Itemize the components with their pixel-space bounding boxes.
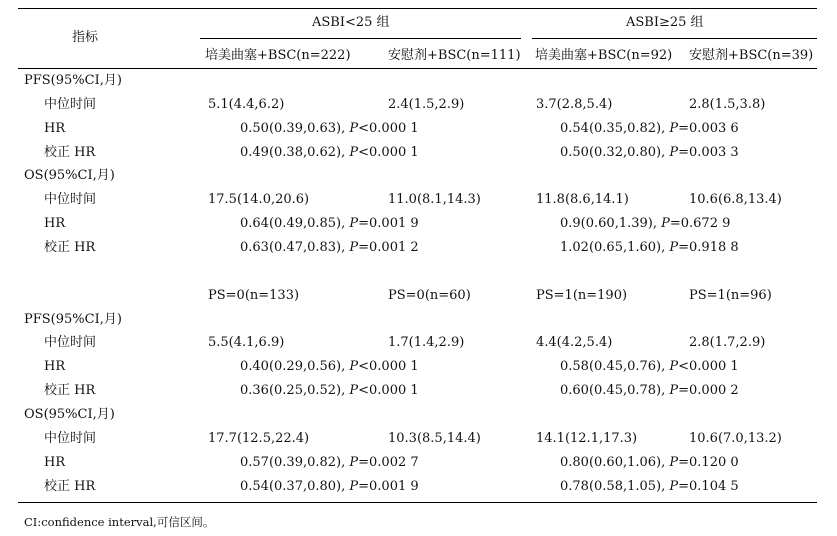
pfs-hr-label: HR — [44, 121, 66, 136]
table-cell: 3.7(2.8,5.4) — [536, 97, 613, 112]
table-cell: 0.63(0.47,0.83), P=0.001 2 — [240, 240, 419, 255]
pfs-adj-label: 校正 HR — [44, 145, 96, 160]
col-header-4: 安慰剂+BSC(n=39) — [689, 48, 814, 63]
table-cell: 0.58(0.45,0.76), P<0.000 1 — [560, 359, 739, 374]
pfs-median-label: 中位时间 — [44, 97, 97, 112]
os-hr-label: HR — [44, 455, 66, 470]
table-cell: 0.60(0.45,0.78), P=0.000 2 — [560, 383, 739, 398]
table-cell: 0.50(0.39,0.63), P<0.000 1 — [240, 121, 419, 136]
col-header-3: 培美曲塞+BSC(n=92) — [535, 48, 673, 63]
table-cell: 0.57(0.39,0.82), P=0.002 7 — [240, 455, 419, 470]
group1-rule — [200, 38, 521, 39]
pfs-median-label: 中位时间 — [44, 335, 97, 350]
table-cell: 0.50(0.32,0.80), P=0.003 3 — [560, 145, 739, 160]
pfs-title: PFS(95%CI,月) — [24, 73, 122, 88]
os-median-label: 中位时间 — [44, 192, 97, 207]
table-cell: 0.78(0.58,1.05), P=0.104 5 — [560, 479, 739, 494]
table-cell: 0.64(0.49,0.85), P=0.001 9 — [240, 216, 419, 231]
table-cell: 0.80(0.60,1.06), P=0.120 0 — [560, 455, 739, 470]
pfs-title: PFS(95%CI,月) — [24, 312, 122, 327]
group2-rule — [532, 38, 817, 39]
col-header-1: 培美曲塞+BSC(n=222) — [205, 48, 351, 63]
table-cell: 1.02(0.65,1.60), P=0.918 8 — [560, 240, 739, 255]
ps-header-3: PS=1(n=190) — [536, 288, 628, 303]
table-cell: 10.6(7.0,13.2) — [689, 431, 782, 446]
table-cell: 17.5(14.0,20.6) — [208, 192, 310, 207]
table-cell: 5.5(4.1,6.9) — [208, 335, 285, 350]
footnote: CI:confidence interval,可信区间。 — [24, 515, 215, 529]
os-title: OS(95%CI,月) — [24, 407, 115, 422]
bottom-rule — [18, 502, 817, 503]
pfs-adj-label: 校正 HR — [44, 383, 96, 398]
os-median-label: 中位时间 — [44, 431, 97, 446]
table-cell: 0.9(0.60,1.39), P=0.672 9 — [560, 216, 731, 231]
table-cell: 17.7(12.5,22.4) — [208, 431, 310, 446]
table-cell: 2.4(1.5,2.9) — [388, 97, 465, 112]
group1-header: ASBI<25 组 — [312, 15, 390, 30]
indicator-header: 指标 — [72, 30, 99, 45]
table-cell: 0.36(0.25,0.52), P<0.000 1 — [240, 383, 419, 398]
table-cell: 10.3(8.5,14.4) — [388, 431, 481, 446]
table-cell: 4.4(4.2,5.4) — [536, 335, 613, 350]
group2-header: ASBI≥25 组 — [626, 15, 704, 30]
table-cell: 0.54(0.35,0.82), P=0.003 6 — [560, 121, 739, 136]
col-header-2: 安慰剂+BSC(n=111) — [388, 48, 521, 63]
top-rule — [18, 8, 817, 9]
os-hr-label: HR — [44, 216, 66, 231]
header-rule — [18, 68, 817, 69]
table-cell: 5.1(4.4,6.2) — [208, 97, 285, 112]
table-cell: 11.8(8.6,14.1) — [536, 192, 629, 207]
pfs-hr-label: HR — [44, 359, 66, 374]
table-cell: 0.49(0.38,0.62), P<0.000 1 — [240, 145, 419, 160]
ps-header-2: PS=0(n=60) — [388, 288, 471, 303]
ps-header-4: PS=1(n=96) — [689, 288, 772, 303]
os-adj-label: 校正 HR — [44, 240, 96, 255]
table-cell: 14.1(12.1,17.3) — [536, 431, 638, 446]
table-cell: 11.0(8.1,14.3) — [388, 192, 481, 207]
table-cell: 10.6(6.8,13.4) — [689, 192, 782, 207]
os-adj-label: 校正 HR — [44, 479, 96, 494]
os-title: OS(95%CI,月) — [24, 168, 115, 183]
table-cell: 2.8(1.7,2.9) — [689, 335, 766, 350]
table-cell: 2.8(1.5,3.8) — [689, 97, 766, 112]
table-cell: 0.40(0.29,0.56), P<0.000 1 — [240, 359, 419, 374]
table-cell: 0.54(0.37,0.80), P=0.001 9 — [240, 479, 419, 494]
table-cell: 1.7(1.4,2.9) — [388, 335, 465, 350]
ps-header-1: PS=0(n=133) — [208, 288, 300, 303]
